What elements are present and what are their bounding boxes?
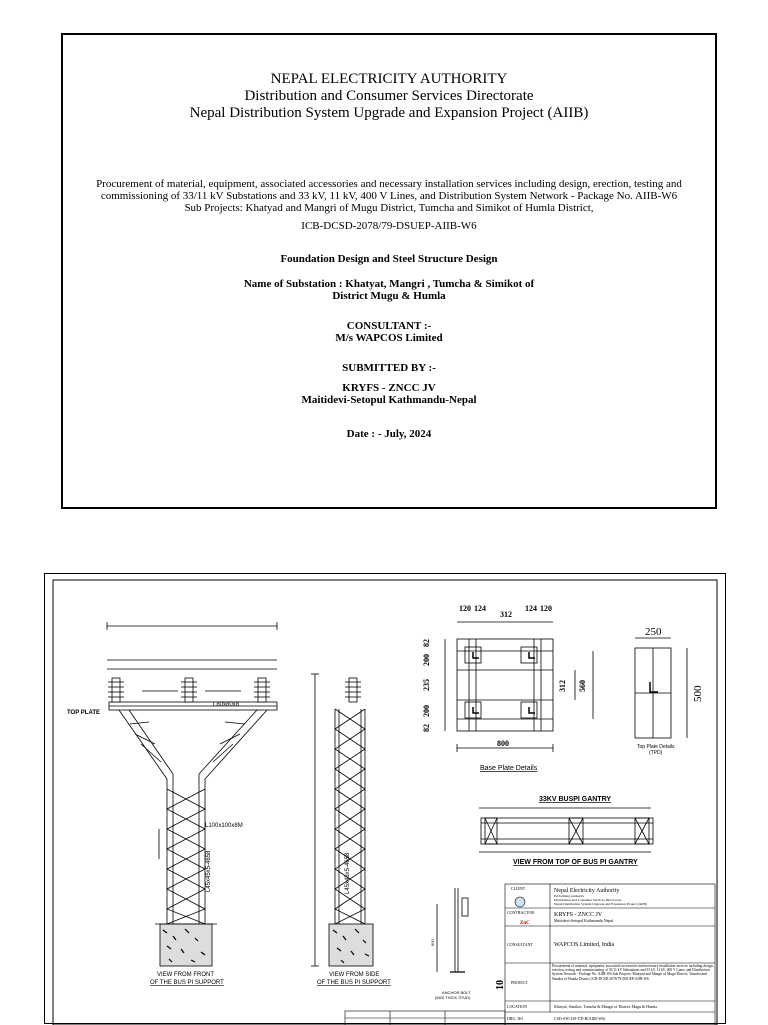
- directorate-title: Distribution and Consumer Services Directorate: [244, 88, 534, 104]
- dim-600: 600: [430, 939, 435, 946]
- contractor-name: KRYFS - ZNCC JV: [554, 912, 603, 918]
- dim-250: 250: [645, 626, 662, 638]
- consultant-name: M/s WAPCOS Limited: [335, 332, 443, 344]
- procurement-line-2: commissioning of 33/11 kV Substations and 33 kV, 11 kV, 400 V Lines, and Distribution System Network - Package No. AIIB-W6: [100, 190, 678, 202]
- front-caption-2: OF THE BUS PI SUPPORT: [150, 980, 224, 986]
- client-sub-1: Performing Authority: [554, 894, 585, 898]
- project-title: Nepal Distribution System Upgrade and Expansion Project (AIIB): [189, 105, 589, 121]
- top-plate-sub: (TPD): [649, 750, 663, 756]
- anchor-caption-1: ANCHOR BOLT: [442, 990, 471, 995]
- angle-label-3: L45x45x5-4658: [206, 850, 212, 892]
- consultant-label: CONSULTANT: [507, 942, 533, 947]
- location-text: Khatyat, Simikot, Tumcha & Mangri of District Mugu & Humla: [554, 1004, 657, 1009]
- client-sub-2: Distribution and Consumer Services Directorate: [554, 898, 622, 902]
- location-label: LOCATION: [507, 1004, 527, 1009]
- org-title: NEPAL ELECTRICITY AUTHORITY: [270, 71, 508, 87]
- project-text-box: [552, 964, 714, 1001]
- procurement-line-3: Sub Projects: Khatyad and Mangri of Mugu District, Tumcha and Simikot of Humla District,: [184, 202, 594, 214]
- dim-800: 800: [497, 739, 509, 748]
- left-arm: [119, 710, 167, 924]
- dim-200b: 200: [422, 705, 431, 717]
- right-arm: [205, 710, 267, 924]
- dim-200a: 200: [422, 654, 431, 666]
- consultant-name: WAPCOS Limited, India: [554, 942, 615, 948]
- contractor-label: CONTRACTOR: [507, 910, 535, 915]
- dim-235: 235: [422, 679, 431, 691]
- inner-frame: [53, 580, 717, 1025]
- side-foundation: [329, 924, 373, 966]
- gantry-title: 33KV BUSPI GANTRY: [539, 796, 612, 803]
- dim-312-top: 312: [500, 610, 512, 619]
- project-text: Procurement of material, equipment, associated accessories and necessary installation services including design, erection, testing and commissioning of 33/11 kV Substations and 33 kV, 11 kV, 400 V Lines, and Distribution System Network - Package No. AIIB-W6 Sub Projects: Khatyad and Mangri of Mugu District, Tumcha and Simikot of Humla District, ICB-DCSD-2078/79-DSUEP-AIIB-W6: [552, 964, 714, 981]
- anchor-caption-2: (M20 THICK STUD): [435, 995, 471, 1000]
- title-block: [345, 884, 715, 1025]
- base-plate-title: Base Plate Details: [480, 765, 538, 772]
- dim-312-right: 312: [558, 680, 567, 692]
- drawing-number: CSD-SW-339-YD-B(AIIB-W6): [554, 1016, 606, 1021]
- date-line: Date : - July, 2024: [346, 428, 432, 440]
- drawing-canvas: [45, 574, 727, 1025]
- gantry-plan: [479, 808, 653, 852]
- contract-number: ICB-DCSD-2078/79-DSUEP-AIIB-W6: [301, 220, 477, 232]
- dim-124a: 124: [474, 604, 486, 613]
- submitter-address: Maitidevi-Setopul Kathmandu-Nepal: [301, 394, 477, 406]
- insulator-middle: [181, 678, 197, 702]
- front-view-structure: [107, 622, 277, 966]
- dim-500: 500: [692, 685, 704, 702]
- consultant-label: CONSULTANT :-: [346, 320, 432, 332]
- client-sub-3: Nepal Distribution System Upgrade and Expansion Project (AIIB): [554, 902, 648, 906]
- side-view-structure: [311, 674, 373, 966]
- contractor-logo: ZnC: [520, 921, 530, 926]
- cover-page: [61, 33, 717, 509]
- substation-line-1: Name of Substation : Khatyat, Mangri , Tumcha & Simikot of: [243, 278, 535, 290]
- project-label: PROJECT: [511, 980, 528, 985]
- dim-124b: 124: [525, 604, 537, 613]
- contractor-address: Maitidevi-Setopul Kathmandu Nepal: [554, 918, 614, 923]
- angle-label-1: L80x80x8: [213, 702, 240, 708]
- dim-120b: 120: [540, 604, 552, 613]
- top-plate-drawing: [635, 638, 687, 738]
- front-caption-1: VIEW FROM FRONT: [157, 972, 214, 978]
- insulator-left: [108, 678, 124, 702]
- base-plate-drawing: [445, 622, 593, 752]
- client-label: CLIENT: [511, 886, 526, 891]
- submitter-name: KRYFS - ZNCC JV: [342, 382, 436, 394]
- drawing-number-label: DRG. NO: [507, 1016, 524, 1021]
- dim-10: 10: [495, 980, 506, 990]
- procurement-line-1: Procurement of material, equipment, associated accessories and necessary installation services including design, erection, testing and: [96, 178, 682, 190]
- side-caption-1: VIEW FROM SIDE: [329, 972, 380, 978]
- dim-82a: 82: [422, 639, 431, 647]
- angle-label-4: L45x45x5-4658: [345, 852, 351, 894]
- top-plate-label: TOP PLATE: [67, 710, 101, 716]
- engineering-drawing-sheet: [44, 573, 726, 1024]
- top-plate-title: Top Plate Details: [637, 744, 675, 750]
- client-name: Nepal Electricity Authority: [554, 888, 620, 894]
- gantry-view-caption: VIEW FROM TOP OF BUS PI GANTRY: [513, 859, 638, 866]
- substation-line-2: District Mugu & Humla: [332, 290, 446, 302]
- dim-120a: 120: [459, 604, 471, 613]
- design-title: Foundation Design and Steel Structure Design: [280, 253, 498, 265]
- side-caption-2: OF THE BUS PI SUPPORT: [317, 980, 391, 986]
- insulator-right: [254, 678, 270, 702]
- submitted-label: SUBMITTED BY :-: [342, 362, 436, 374]
- anchor-bolt-drawing: [437, 888, 468, 972]
- angle-label-2: L100x100x8M: [205, 823, 243, 829]
- dim-82b: 82: [422, 724, 431, 732]
- dim-560: 560: [578, 680, 587, 692]
